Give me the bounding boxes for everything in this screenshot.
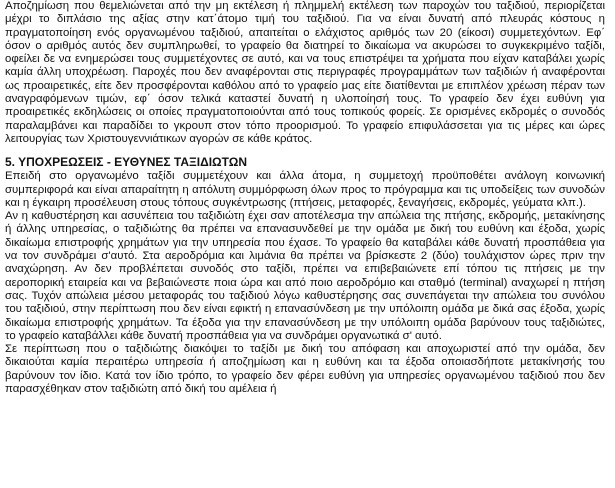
document-page bbox=[5, 0, 605, 396]
paragraph-2: Αν η καθυστέρηση και ασυνέπεια του ταξιδιώτη έχει σαν αποτέλεσμα την απώλεια της πτήσης, εκδρομής, μετακίνησης ή άλλης υπηρεσίας, ο ταξιδιώτης θα πρέπει να επανασυνδεθεί με την ομάδα με δική του ευθύνη και έξοδα, χωρίς δικαίωμα επιστροφής χρημάτων για την υπηρεσία που έχασε. Το γραφείο θα καταβάλει κάθε δυνατή προσπάθεια για να τον συνδράμει σ'αυτό. Στα αεροδρόμια και λιμάνια θα πρέπει να βρίσκεστε 2 (δύο) τουλάχιστον ώρες πριν την αναχώρηση. Αν δεν προβλέπεται συνοδός στο ταξίδι, πρέπει να επιβεβαιώνετε επί τόπου τις πτήσεις με την αεροπορική εταιρεία και να βεβαιώνεστε ποια ώρα και από ποιο αεροδρόμιο και σταθμό (terminal) αναχωρεί η πτήση σας. Τυχόν απώλεια μέσου μεταφοράς του ταξιδιού λόγω καθυστέρησης σας συνεπάγεται την απώλεια του συνόλου του ταξιδιού, στην περίπτωση που δεν είναι εφικτή η επανασύνδεση με την υπόλοιπη ομάδα με δικά σας έξοδα, χωρίς δικαίωμα επιστροφής χρημάτων. Τα έξοδα για την επανασύνδεση με την υπόλοιπη ομάδα βαρύνουν τους ταξιδιώτες, το γραφείο καταβάλλει κάθε δυνατή προσπάθεια για να συνδράμει οργανωτικά σ' αυτό. bbox=[5, 210, 605, 342]
section-heading: 5. ΥΠΟΧΡΕΩΣΕΙΣ - ΕΥΘΥΝΕΣ ΤΑΞΙΔΙΩΤΩΝ bbox=[5, 155, 248, 170]
paragraph-1: Επειδή στο οργανωμένο ταξίδι συμμετέχουν και άλλα άτομα, η συμμετοχή προϋποθέτει ανάλογη κοινωνική συμπεριφορά και είναι απαραίτητη η απόλυτη συμμόρφωση όλων προς το πρόγραμμα και τις υποδείξεις των συνοδών και η έγκαιρη προσέλευση στους τόπους συγκέντρωσης (πτήσεις, μεταφορές, ξεναγήσεις, εκδρομές, γεύματα κλπ.). bbox=[5, 170, 605, 209]
paragraph-top: Αποζημίωση που θεμελιώνεται από την μη εκτέλεση ή πλημμελή εκτέλεση των παροχών του ταξιδιού, περιορίζεται μέχρι το διπλάσιο της αξίας στην κατ΄άτομο τιμή του ταξιδιού. Για να είναι δυνατή από πλευράς κόστους η πραγματοποίηση ενός οργανωμένου ταξιδιού, απαιτείται ο ελάχιστος αριθμός των 20 (είκοσι) συμμετεχόντων. Εφ΄ όσον ο αριθμός αυτός δεν συμπληρωθεί, το γραφείο θα διατηρεί το δικαίωμα να ακυρώσει το συγκεκριμένο ταξίδι, οφείλει δε να ενημερώσει τους συμμετέχοντες σε αυτό, και να τους επιστρέψει τα χρήματα που είχαν καταβάλει χωρίς καμία άλλη υποχρέωση. Παροχές που δεν αναφέρονται στις περιγραφές προγραμμάτων των ταξιδιών ή αναφέρονται ως προαιρετικές, είτε δεν προσφέρονται καθόλου από το γραφείο μας είτε διατίθενται με επιπλέον χρέωση πέραν των αναγραφόμενων τιμών, εφ΄ όσον τελικά καταστεί δυνατή η υλοποίησή τους. Το γραφείο δεν έχει ευθύνη για προαιρετικές εκδηλώσεις οι οποίες πραγματοποιούνται από τους τοπικούς φορείς. Σε ορισμένες εκδρομές ο συνοδός παραλαμβάνει και παραδίδει το γκρουπ στον τόπο προορισμού. Το γραφείο επιφυλάσσεται για τις μέρες και ώρες λειτουργίας των Χριστουγεννιάτικων αγορών σε κάθε κράτος. bbox=[5, 0, 605, 145]
paragraph-3: Σε περίπτωση που ο ταξιδιώτης διακόψει το ταξίδι με δική του απόφαση και αποχωριστεί από την ομάδα, δεν δικαιούται καμία περαιτέρω υπηρεσία ή αποζημίωση και η ευθύνη και τα έξοδα οποιασδήποτε μετακίνησής του βαρύνουν τον ίδιο. Κατά τον ίδιο τρόπο, το γραφείο δεν φέρει ευθύνη για υπηρεσίες οργανωμένου ταξιδιού που δεν παρασχέθηκαν στον ταξιδιώτη από δική του αμέλεια ή bbox=[5, 343, 605, 396]
